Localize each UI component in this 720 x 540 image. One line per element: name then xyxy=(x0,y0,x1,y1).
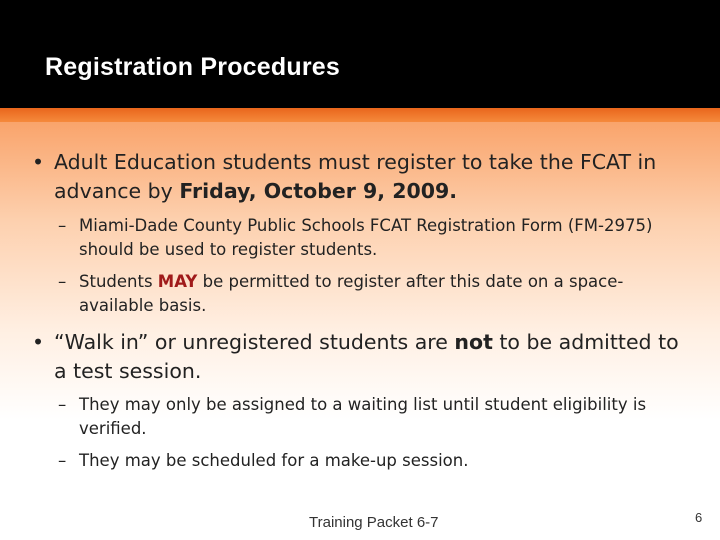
sub-bullet-marker: – xyxy=(58,395,67,414)
footer-text: Training Packet 6-7 xyxy=(309,514,439,531)
sub-bullet-marker: – xyxy=(58,216,67,235)
bullet-text-bold: not xyxy=(454,330,493,354)
bullet-text-bold-date: Friday, October 9, 2009. xyxy=(179,179,458,203)
bullet-item xyxy=(32,328,694,386)
slide-title: Registration Procedures xyxy=(45,53,340,81)
sub-bullet-marker: – xyxy=(58,272,67,291)
sub-bullet-emphasis: MAY xyxy=(157,272,198,291)
bullet-marker: • xyxy=(32,330,45,354)
sub-bullet-item xyxy=(58,270,679,318)
bullet-item xyxy=(32,148,694,206)
sub-bullet-item xyxy=(58,214,669,262)
sub-bullet-text: Students xyxy=(79,272,158,291)
sub-bullet-text: They may only be assigned to a waiting list until student eligibility is verified. xyxy=(79,395,647,438)
bullet-marker: • xyxy=(32,150,45,174)
sub-bullet-item xyxy=(58,449,679,473)
sub-bullet-item xyxy=(58,393,694,441)
bullet-text: “Walk in” or unregistered students are xyxy=(54,330,455,354)
bullet-text: Adult Education students must register to take the FCAT in advance by xyxy=(54,150,657,203)
sub-bullet-text: They may be scheduled for a make-up session. xyxy=(79,451,469,470)
bullet-text-after: to be admitted to a test session. xyxy=(54,330,679,383)
sub-bullet-marker: – xyxy=(58,451,67,470)
page-number: 6 xyxy=(695,510,703,525)
title-bar-accent-stripe xyxy=(0,108,720,122)
sub-bullet-text: Miami-Dade County Public Schools FCAT Registration Form (FM-2975) should be used to register students. xyxy=(79,216,653,259)
sub-bullet-text-after: be permitted to register after this date on a space-available basis. xyxy=(79,272,624,315)
